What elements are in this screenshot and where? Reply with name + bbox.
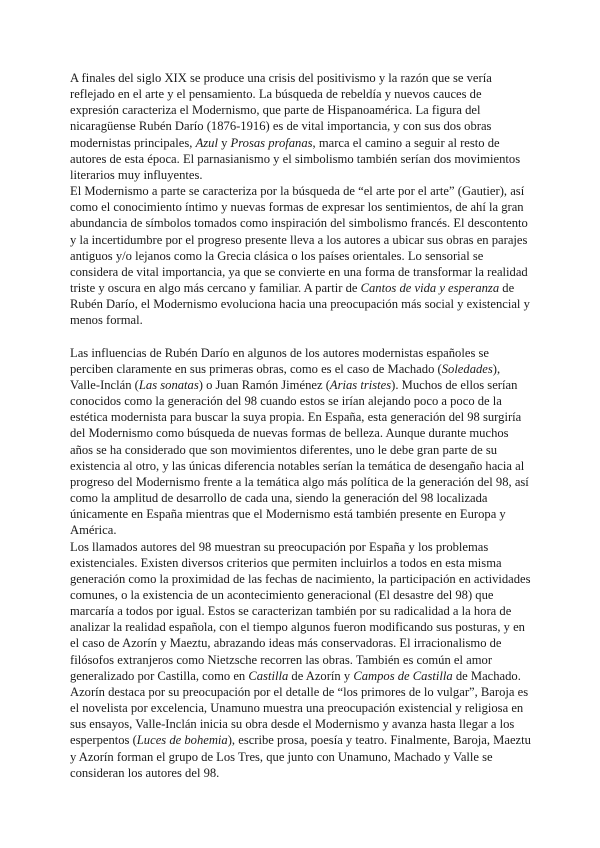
text-run: ), escribe prosa, poesía y teatro. Finalmente, Baroja, Maeztu y Azorín forman el grupo de Los Tres, que junto con Unamuno, Machado y Valle se consideran los autores del 98. bbox=[70, 733, 531, 780]
text-run: ) o Juan Ramón Jiménez ( bbox=[198, 377, 330, 392]
text-run: El Modernismo a parte se caracteriza por la búsqueda de “el arte por el arte” (Gautier), así como el conocimiento íntimo y nuevas formas de expresar los sentimientos, de ahí la gran abundancia de símbolos tomados como inspiración del simbolismo francés. El descontento y la incertidumbre por el progreso presente lleva a los autores a ubicar sus obras en parajes antiguos y/o lejanos como la Grecia clásica o los países orientales. Lo sensorial se considera de vital importancia, ya que se convierte en una forma de transformar la realidad triste y oscura en algo más cercano y familiar. A partir de bbox=[70, 184, 528, 296]
italic-title-text: Las sonatas bbox=[138, 377, 199, 392]
italic-title-text: Azul bbox=[195, 135, 218, 150]
text-run: de Machado. bbox=[452, 668, 521, 683]
text-run: ), Valle-Inclán ( bbox=[70, 361, 501, 392]
italic-title-text: Castilla bbox=[248, 668, 289, 683]
text-run: de Rubén Darío, el Modernismo evoluciona hacia una preocupación más social y existencial y menos formal. bbox=[70, 281, 530, 328]
text-run: A finales del siglo XIX se produce una crisis del positivismo y la razón que se vería reflejado en el arte y el pensamiento. La búsqueda de rebeldía y nuevos cauces de expresión caracteriza el Modernismo, que parte de Hispanoamérica. La figura del nicaragüense Rubén Darío (1876-1916) es de vital importancia, y con sus dos obras modernistas principales, bbox=[70, 71, 492, 150]
italic-title-text: Arias tristes bbox=[329, 377, 392, 392]
paragraph-spacer bbox=[70, 329, 532, 345]
text-run: Las influencias de Rubén Darío en algunos de los autores modernistas españoles se perciben claramente en sus primeras obras, como es el caso de Machado ( bbox=[70, 345, 489, 376]
paragraph-authors-98 bbox=[70, 684, 532, 781]
italic-title-text: Luces de bohemia bbox=[136, 733, 228, 748]
document-page bbox=[70, 70, 532, 781]
italic-title-text: Soledades bbox=[441, 361, 493, 376]
paragraph-modernismo-origins bbox=[70, 70, 532, 183]
paragraph-modernismo-characteristics bbox=[70, 183, 532, 328]
paragraph-generacion-98 bbox=[70, 539, 532, 684]
text-run: Los llamados autores del 98 muestran su preocupación por España y los problemas existenciales. Existen diversos criterios que permiten incluirlos a todos en esta misma generación como la proximidad de las fechas de nacimiento, la participación en actividades comunes, o la existencia de un acontecimiento generacional (El desastre del 98) que marcaría a todos por igual. Estos se caracterizan también por su radicalidad a la hora de analizar la realidad española, con el tiempo algunos fueron modificando sus posturas, y en el caso de Azorín y Maeztu, abrazando ideas más conservadoras. El irracionalismo de filósofos extranjeros como Nietzsche recorren las obras. También es común el amor generalizado por Castilla, como en bbox=[70, 539, 531, 683]
text-run: Azorín destaca por su preocupación por el detalle de “los primores de lo vulgar”, Baroja es el novelista por excelencia, Unamuno muestra una preocupación existencial y religiosa en sus ensayos, Valle-Inclán inicia su obra desde el Modernismo y avanza hasta llegar a los esperpentos ( bbox=[70, 684, 529, 748]
text-run: , marca el camino a seguir al resto de autores de esta época. El parnasianismo y el simbolismo también serían dos movimientos literarios muy influyentes. bbox=[70, 135, 521, 182]
text-run: de Azorín y bbox=[288, 668, 354, 683]
italic-title-text: Campos de Castilla bbox=[353, 668, 453, 683]
paragraph-dario-influences bbox=[70, 345, 532, 539]
italic-title-text: Prosas profanas bbox=[230, 135, 313, 150]
text-run: ). Muchos de ellos serían conocidos como la generación del 98 cuando estos se irían alejando poco a poco de la estética modernista para buscar la suya propia. En España, esta generación del 98 surgiría del Modernismo como búsqueda de nuevas formas de belleza. Aunque durante muchos años se ha considerado que son movimientos diferentes, uno le debe gran parte de su existencia al otro, y las únicas diferencia notables serían la temática de desengaño hacia al progreso del Modernismo frente a la temática algo más política de la generación del 98, así como la amplitud de desarrollo de cada una, siendo la generación del 98 localizada únicamente en España mientras que el Modernismo está también presente en Europa y América. bbox=[70, 377, 529, 538]
italic-title-text: Cantos de vida y esperanza bbox=[360, 281, 500, 296]
text-run: y bbox=[217, 135, 231, 150]
